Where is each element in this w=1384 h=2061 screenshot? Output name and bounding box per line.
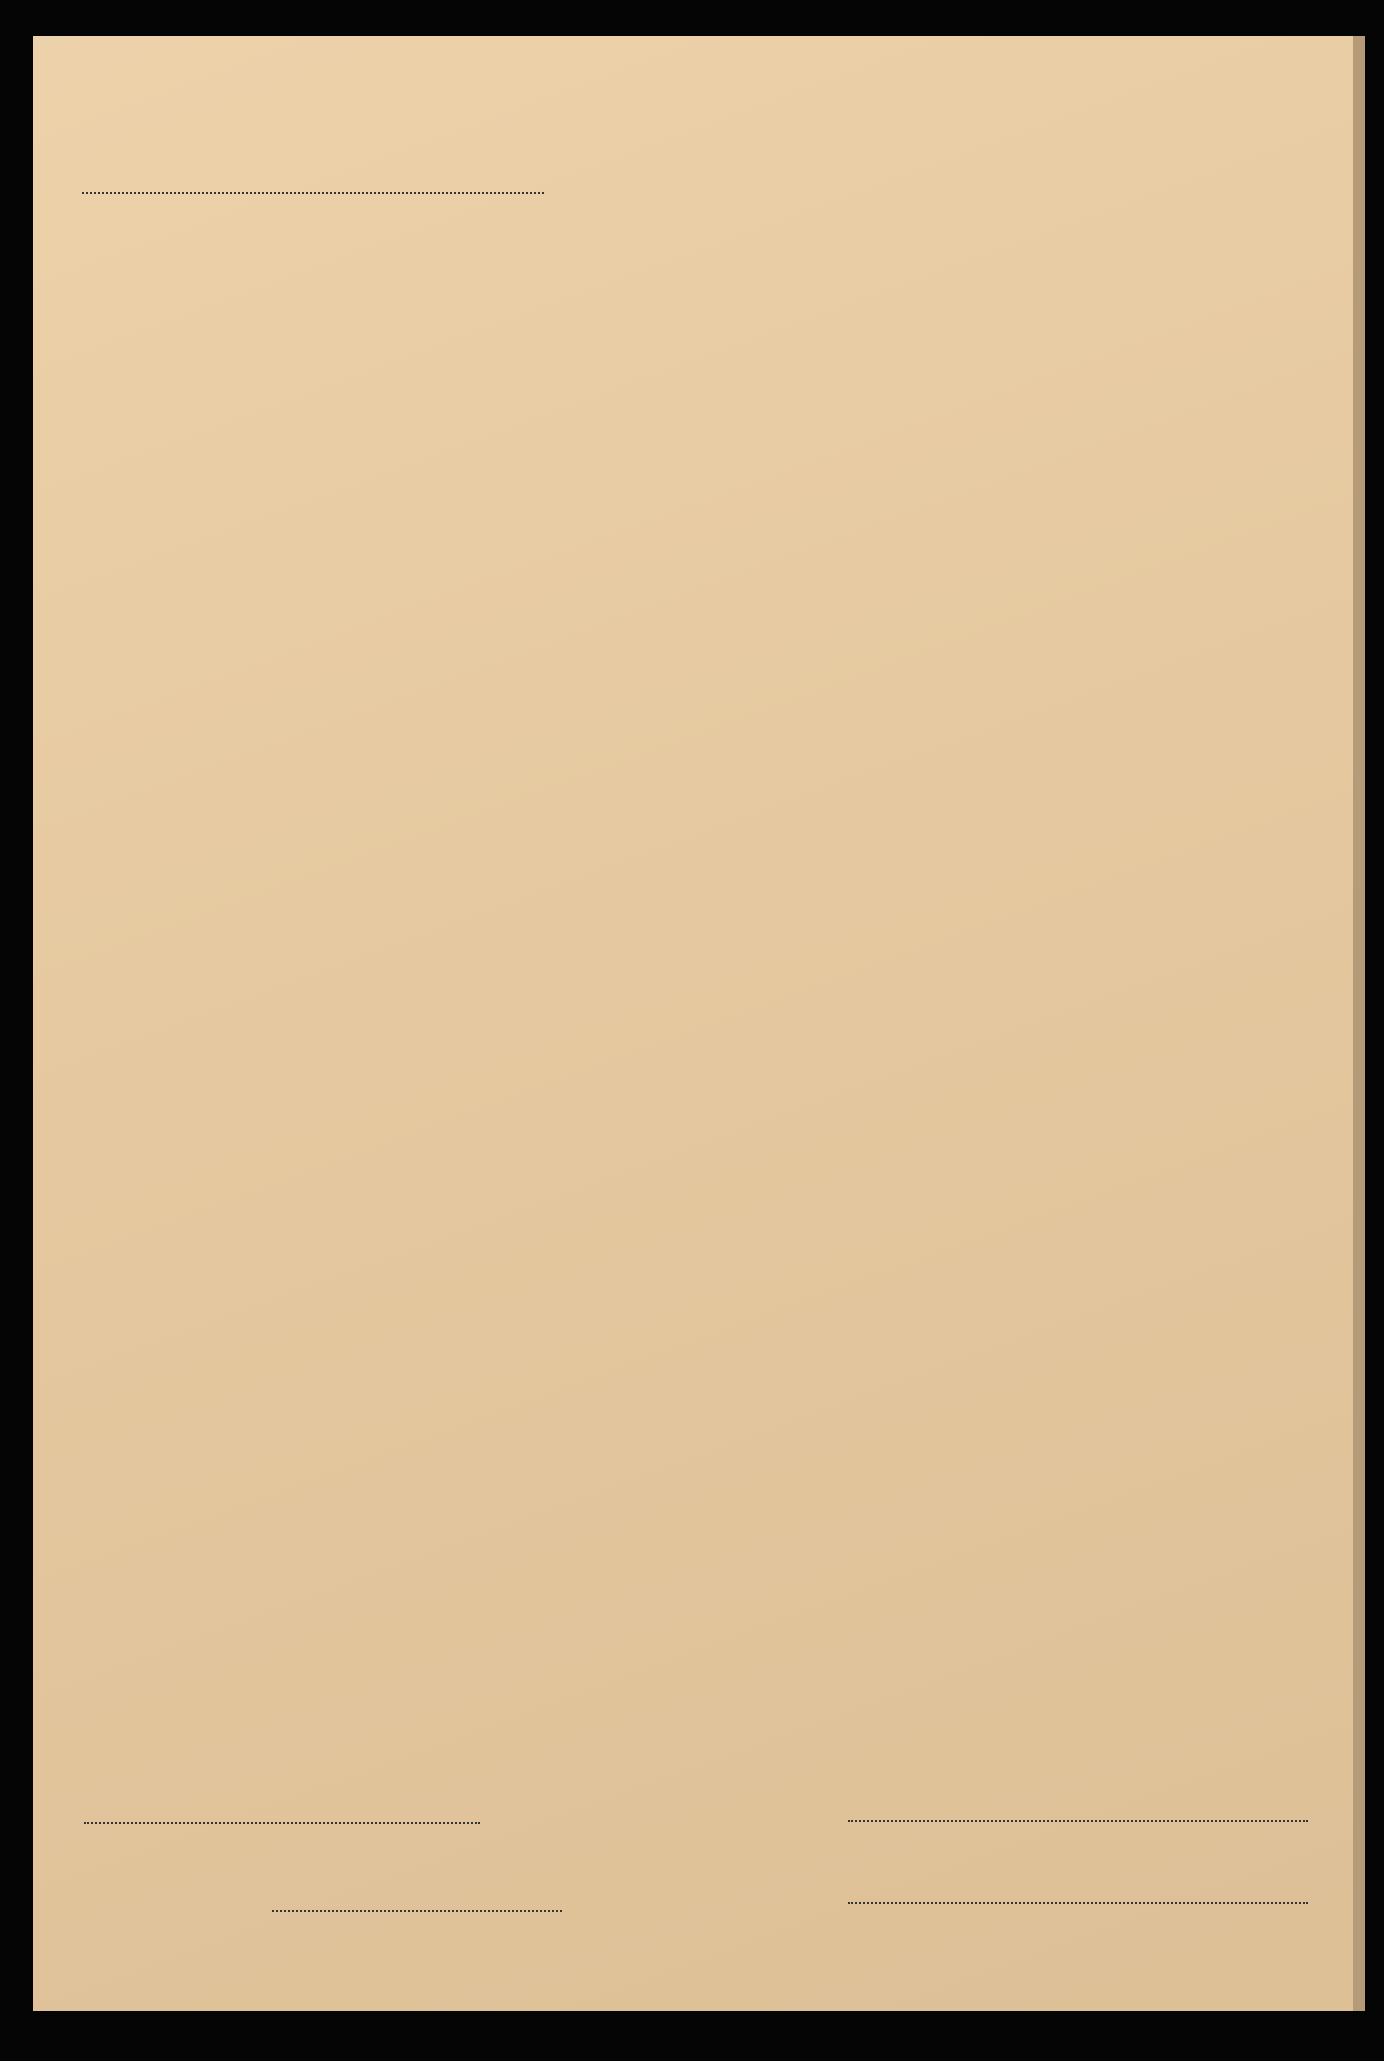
bde-dotted-line (848, 1902, 1308, 1904)
despatch-dotted-line (272, 1910, 562, 1912)
commander-dotted-line (848, 1820, 1308, 1822)
footer-unit-dotted-line (84, 1822, 480, 1824)
